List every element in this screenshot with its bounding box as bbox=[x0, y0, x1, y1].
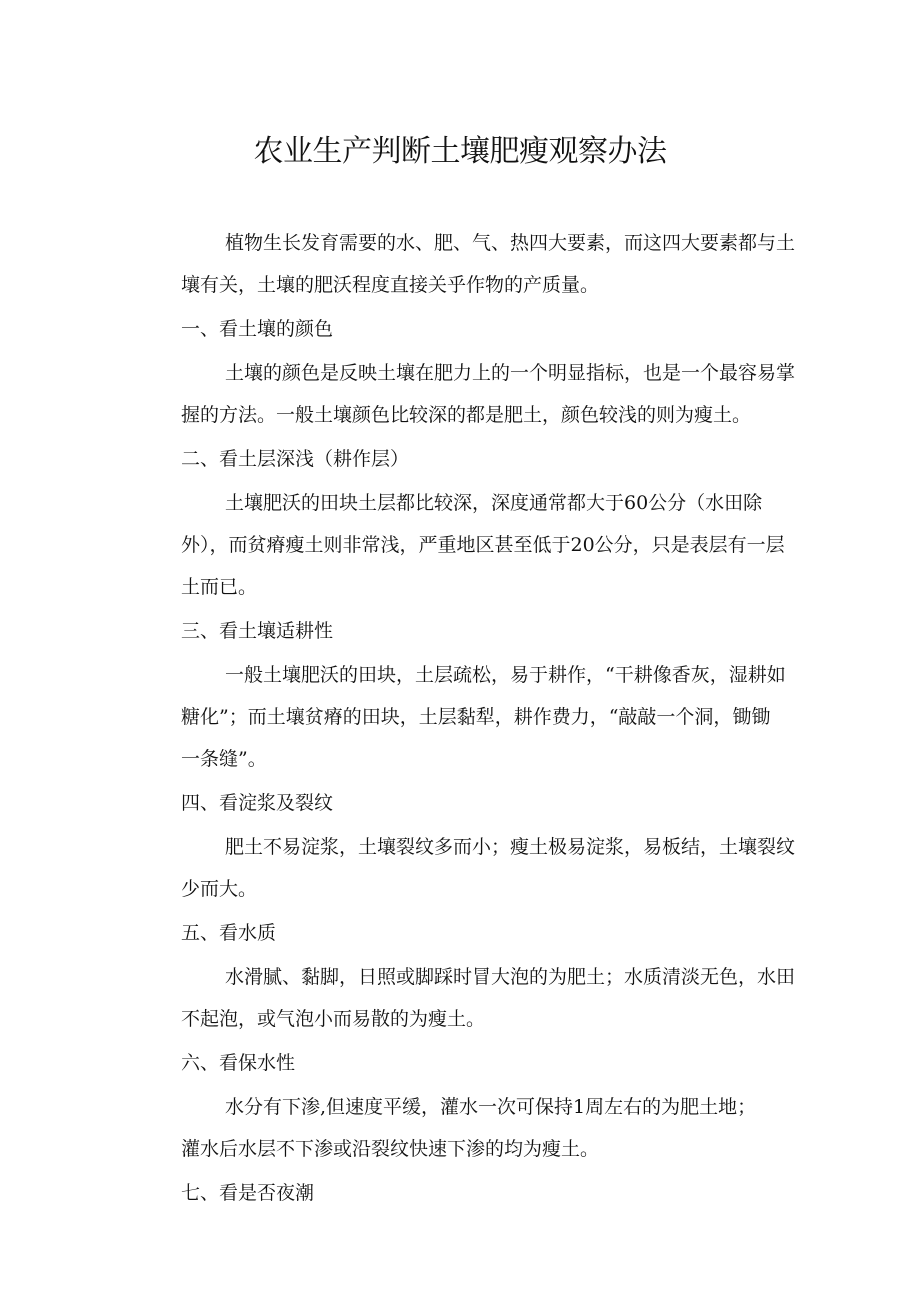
document-title: 农业生产判断土壤肥瘦观察办法 bbox=[253, 134, 667, 169]
intro-line: 壤有关，土壤的肥沃程度直接关乎作物的产质量。 bbox=[181, 274, 600, 296]
section-heading: 一、看土壤的颜色 bbox=[181, 318, 334, 340]
intro-line: 植物生长发育需要的水、肥、气、热四大要素，而这四大要素都与土 bbox=[225, 232, 796, 254]
section-paragraph bbox=[137, 1086, 785, 1170]
section-paragraph bbox=[137, 826, 796, 910]
section-heading: 三、看土壤适耕性 bbox=[181, 620, 334, 642]
paragraph-line: 土而已。 bbox=[181, 576, 258, 598]
section-heading: 四、看淀浆及裂纹 bbox=[181, 792, 334, 814]
section-paragraph bbox=[137, 352, 796, 436]
paragraph-line: 土壤的颜色是反映土壤在肥力上的一个明显指标，也是一个最容易掌 bbox=[225, 362, 796, 384]
section-heading: 六、看保水性 bbox=[181, 1052, 296, 1074]
paragraph-line: 灌水后水层不下渗或沿裂纹快速下渗的均为瘦土。 bbox=[181, 1138, 600, 1160]
section-heading: 五、看水质 bbox=[181, 922, 277, 944]
intro-paragraph bbox=[137, 222, 796, 306]
document-body bbox=[137, 222, 796, 1216]
paragraph-line: 不起泡，或气泡小而易散的为瘦土。 bbox=[181, 1008, 486, 1030]
section-paragraph bbox=[137, 654, 785, 780]
paragraph-line: 水滑腻、黏脚，日照或脚踩时冒大泡的为肥土；水质清淡无色，水田 bbox=[225, 966, 796, 988]
paragraph-line: 少而大。 bbox=[181, 878, 258, 900]
paragraph-line: 土壤肥沃的田块土层都比较深，深度通常都大于60公分（水田除 bbox=[225, 492, 763, 514]
section-heading: 二、看土层深浅（耕作层） bbox=[181, 448, 410, 470]
paragraph-line: 外），而贫瘠瘦土则非常浅，严重地区甚至低于20公分，只是表层有一层 bbox=[181, 534, 785, 556]
section-paragraph bbox=[137, 956, 796, 1040]
paragraph-line: 肥土不易淀浆，土壤裂纹多而小；瘦土极易淀浆，易板结，土壤裂纹 bbox=[225, 836, 796, 858]
paragraph-line: 握的方法。一般土壤颜色比较深的都是肥土，颜色较浅的则为瘦土。 bbox=[181, 404, 752, 426]
paragraph-line: 水分有下渗,但速度平缓，灌水一次可保持1周左右的为肥土地； bbox=[225, 1096, 757, 1118]
section-heading: 七、看是否夜潮 bbox=[181, 1182, 315, 1204]
paragraph-line: 一般土壤肥沃的田块，土层疏松，易于耕作，“干耕像香灰，湿耕如 bbox=[225, 664, 786, 686]
paragraph-line: 糖化”；而土壤贫瘠的田块，土层黏犁，耕作费力，“敲敲一个洞，锄锄 bbox=[181, 706, 771, 728]
paragraph-line: 一条缝”。 bbox=[181, 748, 267, 770]
section-paragraph bbox=[137, 482, 785, 608]
